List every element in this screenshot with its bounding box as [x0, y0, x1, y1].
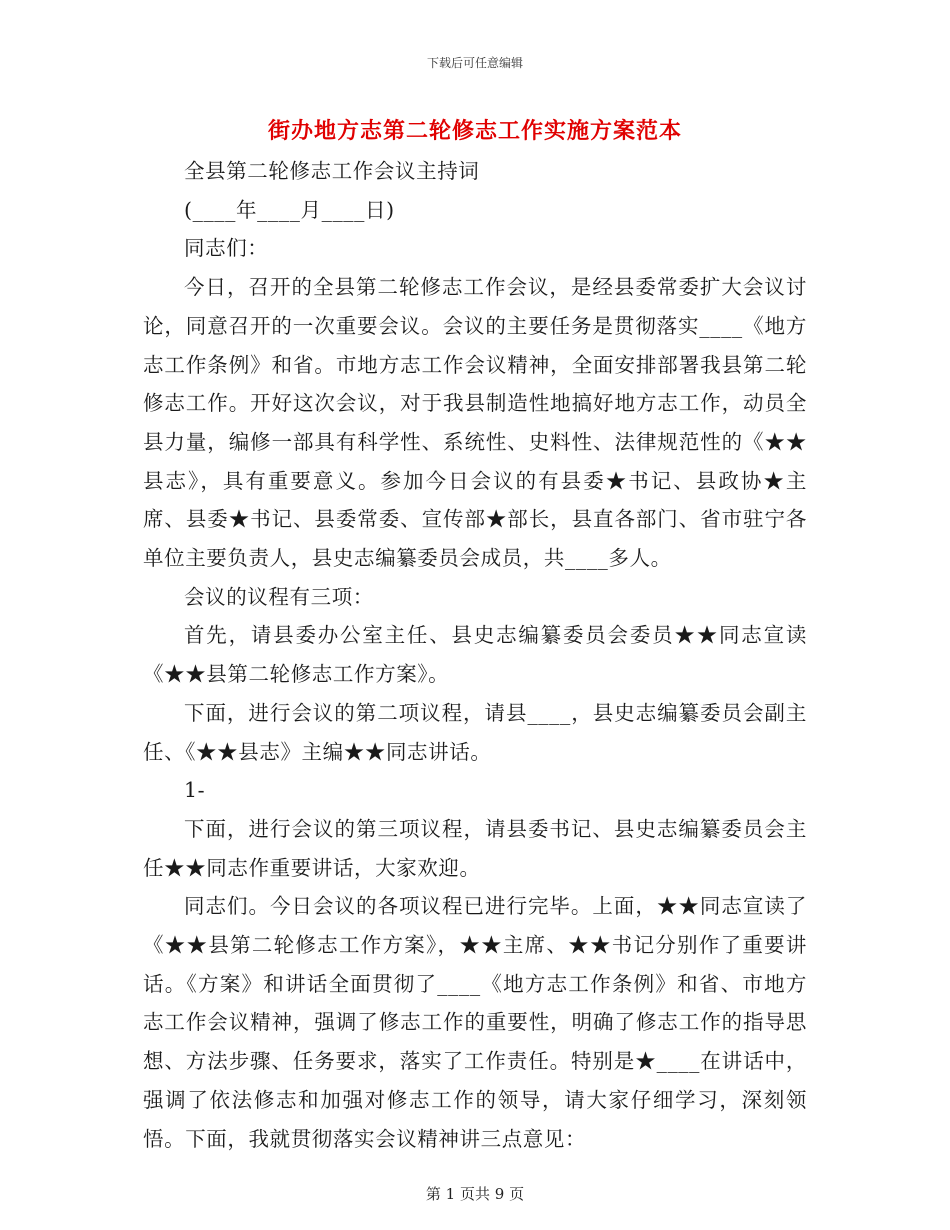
paragraph-item-three: 下面，进行会议的第三项议程，请县委书记、县史志编纂委员会主任★★同志作重要讲话，大家欢迎。 [143, 816, 807, 880]
page-footer-number: 第 1 页共 9 页 [425, 1185, 525, 1203]
paragraph-summary: 同志们。今日会议的各项议程已进行完毕。上面，★★同志宣读了《★★县第二轮修志工作方案》，★★主席、★★书记分别作了重要讲话。《方案》和讲话全面贯彻了____《地方志工作条例》和省、市地方志工作会议精神，强调了修志工作的重要性，明确了修志工作的指导思想、方法步骤、任务要求，落实了工作责任。特别是★____在讲话中，强调了依法修志和加强对修志工作的领导，请大家仔细学习，深刻领悟。下面，我就贯彻落实会议精神讲三点意见： [143, 894, 807, 1151]
document-title: 街办地方志第二轮修志工作实施方案范本 [267, 118, 682, 144]
page-header-note: 下载后可任意编辑 [426, 56, 523, 70]
paragraph-agenda: 会议的议程有三项： [184, 584, 374, 609]
paragraph-date: (____年____月____日) [184, 197, 395, 222]
paragraph-salutation: 同志们： [184, 236, 269, 261]
paragraph-intro: 今日，召开的全县第二轮修志工作会议，是经县委常委扩大会议讨论，同意召开的一次重要会议。会议的主要任务是贯彻落实____《地方志工作条例》和省。市地方志工作会议精神，全面安排部署我县第二轮修志工作。开好这次会议，对于我县制造性地搞好地方志工作，动员全县力量，编修一部具有科学性、系统性、史料性、法律规范性的《★★县志》，具有重要意义。参加今日会议的有县委★书记、县政协★主席、县委★书记、县委常委、宣传部★部长，县直各部门、省市驻宁各单位主要负责人，县史志编纂委员会成员，共____多人。 [143, 275, 807, 571]
paragraph-item-two: 下面，进行会议的第二项议程，请县____，县史志编纂委员会副主任、《★★县志》主编★★同志讲话。 [143, 700, 807, 764]
document-body [143, 152, 807, 1158]
paragraph-subtitle: 全县第二轮修志工作会议主持词 [184, 159, 480, 183]
inline-page-marker: 1- [184, 778, 206, 803]
paragraph-item-one: 首先，请县委办公室主任、县史志编纂委员会委员★★同志宣读《★★县第二轮修志工作方案》。 [143, 623, 807, 687]
